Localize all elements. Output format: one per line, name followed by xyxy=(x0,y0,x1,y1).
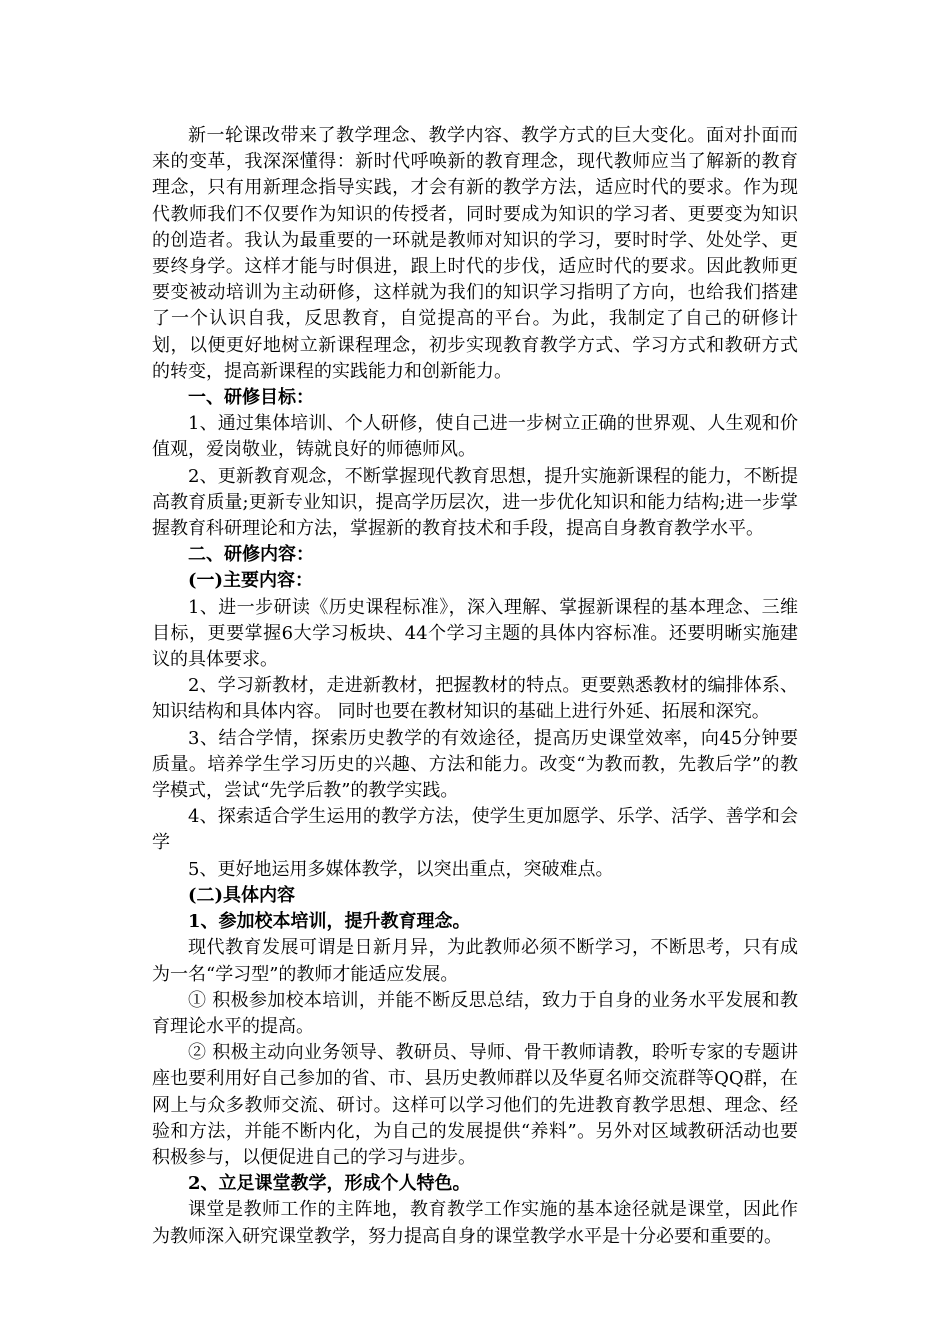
subsection1-item-4: 4、探索适合学生运用的教学方法，使学生更加愿学、乐学、活学、善学和会学 xyxy=(152,806,798,854)
section2-heading: 二、研修内容： xyxy=(188,544,314,566)
subsection1-item-5: 5、更好地运用多媒体教学，以突出重点，突破难点。 xyxy=(188,858,614,880)
part1-paragraph-1: 现代教育发展可谓是日新月异，为此教师必须不断学习，不断思考，只有成为一名“学习型”的教师才能适应发展。 xyxy=(152,937,798,985)
subsection1-item-1: 1、进一步研读《历史课程标准》，深入理解、掌握新课程的基本理念、三维目标，更要掌握6大学习板块、44个学习主题的具体内容标准。还要明晰实施建议的具体要求。 xyxy=(152,596,798,671)
subsection2-heading: (二)具体内容 xyxy=(188,884,296,906)
subsection1-item-3: 3、结合学情，探索历史教学的有效途径，提高历史课堂效率，向45分钟要质量。培养学生学习历史的兴趣、方法和能力。改变“为教而教，先教后学”的教学模式，尝试“先学后教”的教学实践。 xyxy=(152,727,798,802)
section1-item-1: 1、通过集体培训、个人研修，使自己进一步树立正确的世界观、人生观和价值观，爱岗敬业，铸就良好的师德师风。 xyxy=(152,413,798,461)
part1-paragraph-3: ② 积极主动向业务领导、教研员、导师、骨干教师请教，聆听专家的专题讲座也要利用好自己参加的省、市、县历史教师群以及华夏名师交流群等QQ群，在网上与众多教师交流、研讨。这样可以学习他们的先进教育教学思想、理念、经验和方法，并能不断内化，为自己的发展提供“养料”。另外对区域教研活动也要积极参与，以便促进自己的学习与进步。 xyxy=(152,1042,798,1168)
part1-paragraph-2: ① 积极参加校本培训，并能不断反思总结，致力于自身的业务水平发展和教育理论水平的提高。 xyxy=(152,989,798,1037)
section1-heading: 一、研修目标： xyxy=(188,387,314,409)
subsection1-heading: (一)主要内容： xyxy=(188,570,314,592)
part2-heading: 2、立足课堂教学，形成个人特色。 xyxy=(188,1173,471,1195)
section1-item-2: 2、更新教育观念，不断掌握现代教育思想，提升实施新课程的能力，不断提高教育质量;更新专业知识，提高学历层次，进一步优化知识和能力结构;进一步掌握教育科研理论和方法，掌握新的教育技术和手段，提高自身教育教学水平。 xyxy=(152,465,798,540)
part2-paragraph-1: 课堂是教师工作的主阵地，教育教学工作实施的基本途径就是课堂，因此作为教师深入研究课堂教学，努力提高自身的课堂教学水平是十分必要和重要的。 xyxy=(152,1199,798,1247)
subsection1-item-2: 2、学习新教材，走进新教材，把握教材的特点。更要熟悉教材的编排体系、知识结构和具体内容。 同时也要在教材知识的基础上进行外延、拓展和深究。 xyxy=(152,675,798,723)
part1-heading: 1、参加校本培训，提升教育理念。 xyxy=(188,911,471,933)
intro-paragraph: 新一轮课改带来了教学理念、教学内容、教学方式的巨大变化。面对扑面而来的变革，我深深懂得：新时代呼唤新的教育理念，现代教师应当了解新的教育理念，只有用新理念指导实践，才会有新的教学方法，适应时代的要求。作为现代教师我们不仅要作为知识的传授者，同时要成为知识的学习者、更要变为知识的创造者。我认为最重要的一环就是教师对知识的学习，要时时学、处处学、更要终身学。这样才能与时俱进，跟上时代的步伐，适应时代的要求。因此教师更要变被动培训为主动研修，这样就为我们的知识学习指明了方向，也给我们搭建了一个认识自我，反思教育，自觉提高的平台。为此，我制定了自己的研修计划，以便更好地树立新课程理念，初步实现教育教学方式、学习方式和教研方式的转变，提高新课程的实践能力和创新能力。 xyxy=(152,125,798,382)
